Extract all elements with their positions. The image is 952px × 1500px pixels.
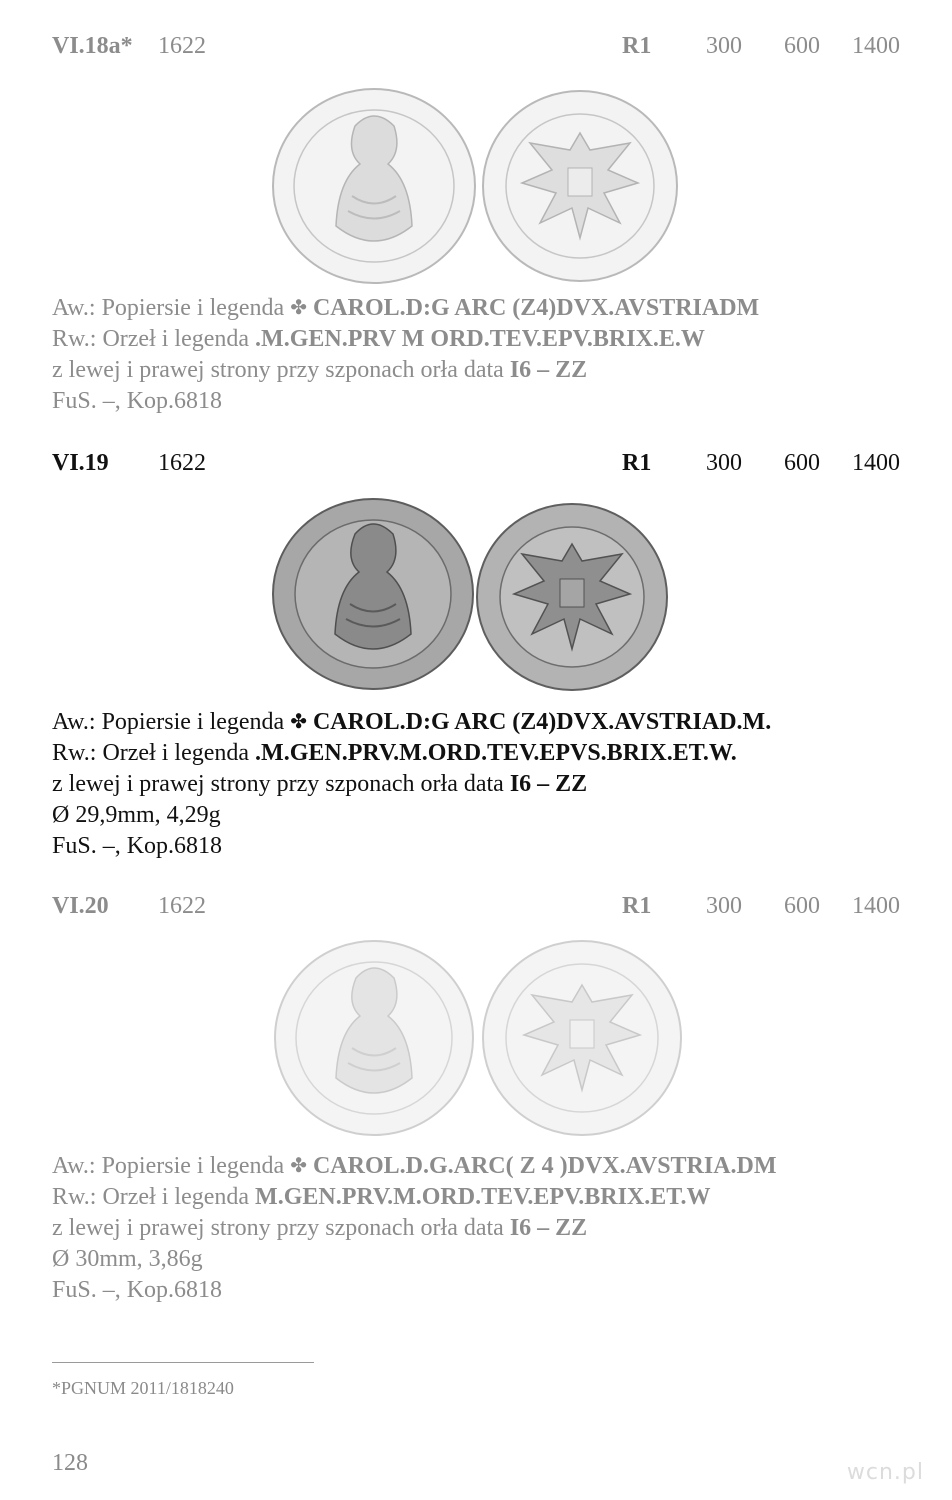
obverse-coin-image [270, 86, 478, 286]
footnote-divider [52, 1362, 314, 1363]
price-3: 1400 [852, 450, 900, 476]
date-value: I6 – ZZ [509, 357, 588, 383]
reverse-legend: M.GEN.PRV.M.ORD.TEV.EPV.BRIX.ET.W [255, 1184, 711, 1210]
obverse-label: Aw.: [52, 709, 96, 735]
price-2: 600 [784, 450, 820, 476]
date-note: z lewej i prawej strony przy szponach orła data [52, 1215, 504, 1241]
rarity-grade: R1 [622, 893, 652, 919]
reverse-line [52, 1182, 932, 1213]
date-value: I6 – ZZ [509, 771, 588, 797]
reverse-legend: .M.GEN.PRV.M.ORD.TEV.EPVS.BRIX.ET.W. [255, 740, 737, 766]
catalog-code: VI.20 [52, 893, 109, 919]
coin-description [52, 706, 932, 862]
page-number: 128 [52, 1450, 88, 1476]
reverse-coin-image [480, 938, 684, 1138]
reverse-label: Rw.: [52, 740, 97, 766]
cross-icon: ✤ [290, 1153, 307, 1177]
entry-header [0, 450, 952, 484]
reverse-text: Orzeł i legenda [102, 740, 250, 766]
obverse-label: Aw.: [52, 1153, 96, 1179]
date-line [52, 1213, 932, 1244]
obverse-coin-image [270, 496, 476, 692]
rarity-grade: R1 [622, 450, 652, 476]
catalog-code: VI.18a* [52, 33, 133, 59]
obverse-line [52, 292, 932, 324]
price-1: 300 [706, 450, 742, 476]
coin-description [52, 292, 932, 417]
size-weight-line: Ø 29,9mm, 4,29g [52, 802, 221, 828]
coin-year: 1622 [158, 33, 206, 59]
price-3: 1400 [852, 893, 900, 919]
entry-header [0, 893, 952, 927]
references-line: FuS. –, Kop.6818 [52, 388, 223, 414]
rarity-grade: R1 [622, 33, 652, 59]
obverse-legend: CAROL.D:G ARC (Z4)DVX.AVSTRIAD.M. [312, 709, 772, 735]
reverse-label: Rw.: [52, 1184, 97, 1210]
price-1: 300 [706, 33, 742, 59]
obverse-legend: CAROL.D.G.ARC( Z 4 )DVX.AVSTRIA.DM [312, 1153, 777, 1179]
coin-description [52, 1150, 932, 1306]
reverse-coin-image [474, 500, 670, 694]
price-1: 300 [706, 893, 742, 919]
date-note: z lewej i prawej strony przy szponach orła data [52, 357, 504, 383]
obverse-text: Popiersie i legenda [101, 295, 285, 321]
date-line [52, 355, 932, 386]
catalog-code: VI.19 [52, 450, 109, 476]
watermark: wcn.pl [846, 1460, 924, 1485]
cross-icon: ✤ [290, 709, 307, 733]
obverse-line [52, 1150, 932, 1182]
references-line: FuS. –, Kop.6818 [52, 833, 223, 859]
entry-header [0, 33, 952, 67]
obverse-coin-image [272, 938, 476, 1138]
date-value: I6 – ZZ [509, 1215, 588, 1241]
date-line [52, 769, 932, 800]
price-2: 600 [784, 33, 820, 59]
obverse-label: Aw.: [52, 295, 96, 321]
references-line: FuS. –, Kop.6818 [52, 1277, 223, 1303]
price-3: 1400 [852, 33, 900, 59]
cross-icon: ✤ [290, 295, 307, 319]
coin-year: 1622 [158, 893, 206, 919]
price-2: 600 [784, 893, 820, 919]
reverse-line [52, 738, 932, 769]
footnote: *PGNUM 2011/1818240 [52, 1378, 234, 1398]
reverse-label: Rw.: [52, 326, 97, 352]
reverse-legend: .M.GEN.PRV M ORD.TEV.EPV.BRIX.E.W [255, 326, 705, 352]
date-note: z lewej i prawej strony przy szponach orła data [52, 771, 504, 797]
obverse-text: Popiersie i legenda [101, 1153, 285, 1179]
reverse-text: Orzeł i legenda [102, 326, 250, 352]
obverse-line [52, 706, 932, 738]
size-weight-line: Ø 30mm, 3,86g [52, 1246, 203, 1272]
reverse-text: Orzeł i legenda [102, 1184, 250, 1210]
coin-year: 1622 [158, 450, 206, 476]
reverse-line [52, 324, 932, 355]
reverse-coin-image [480, 88, 680, 284]
obverse-text: Popiersie i legenda [101, 709, 285, 735]
obverse-legend: CAROL.D:G ARC (Z4)DVX.AVSTRIADM [312, 295, 760, 321]
